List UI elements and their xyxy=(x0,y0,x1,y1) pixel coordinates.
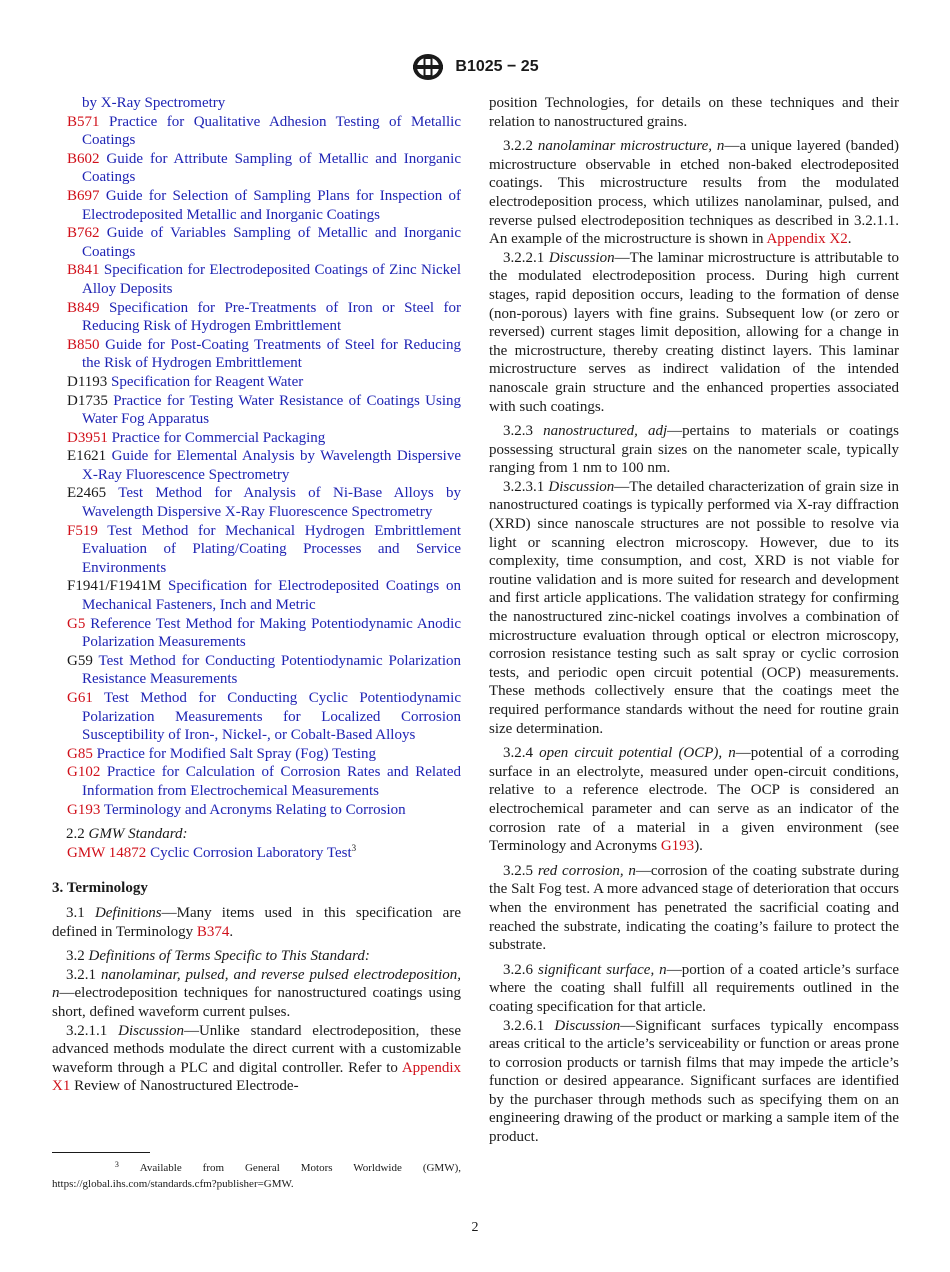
page-number: 2 xyxy=(471,1220,479,1235)
reference-item[interactable] xyxy=(52,652,461,689)
paragraph-3-2-5: 3.2.5 red corrosion, n—corrosion of the coating substrate during the Salt Fog test. A more advanced stage of deterioration that occurs when the environment has penetrated the sacrificial coating and reached the substrate, indicating the coating’s failure to protect the substrate. xyxy=(489,862,900,954)
xref-link[interactable]: B374 xyxy=(196,923,230,940)
reference-code[interactable]: GMW 14872 xyxy=(67,844,147,861)
xref-link[interactable]: G193 xyxy=(660,838,695,855)
paragraph-3-1: 3.1 Definitions—Many items used in this specification are defined in Terminology B374. xyxy=(52,904,461,940)
reference-title[interactable]: Guide for Elemental Analysis by Wavelength Dispersive X-Ray Fluorescence Spectrometry xyxy=(82,448,461,483)
left-column xyxy=(52,94,461,1096)
footnote xyxy=(52,1160,461,1192)
reference-title[interactable]: Guide for Attribute Sampling of Metallic and Inorganic Coatings xyxy=(82,150,461,186)
reference-title[interactable]: Test Method for Conducting Potentiodynamic Polarization Resistance Measurements xyxy=(82,652,461,688)
reference-item[interactable] xyxy=(52,392,461,429)
astm-logo-icon xyxy=(411,52,445,82)
reference-item[interactable] xyxy=(52,224,461,261)
paragraph-3-2-1: 3.2.1 nanolaminar, pulsed, and reverse pulsed electrodeposition, n—electrodeposition techniques for nanostructured coatings using short, defined waveform current pulses. xyxy=(52,966,461,1020)
xref-link[interactable]: Appendix X1 xyxy=(52,1059,461,1095)
paragraph-continued: position Technologies, for details on these techniques and their relation to nanostructured grains. xyxy=(489,95,899,130)
paragraph-3-2-6-1: 3.2.6.1 Discussion—Significant surfaces typically encompass areas critical to the article’s serviceability or function or areas prone to corrosion products or tarnish films that may impede the article’s function or desired appearance. Significant surfaces are identified by the purchaser through methods such as specifying them on an engineering drawing of the product or marking a sample item of the product. xyxy=(489,1017,900,1146)
reference-code[interactable]: B850 xyxy=(67,336,100,353)
footnote-marker: 3 xyxy=(351,842,357,853)
reference-title[interactable]: by X-Ray Spectrometry xyxy=(82,95,226,111)
paragraph-3-2-1-1: 3.2.1.1 Discussion—Unlike standard electrodeposition, these advanced methods modulate the direct current with a customizable waveform through a PLC and digital controller. Refer to Appendix X1 Review of Nanostructured Electrode- xyxy=(52,1022,462,1095)
paragraph-3-2-4: 3.2.4 open circuit potential (OCP), n—potential of a corroding surface in an electrolyte, measured under open-circuit conditions, relative to a reference electrode. The OCP is considered an electrochemical parameter and can serve as an indicator of the corrosion rate of a material in a given environment (see Terminology and Acronyms G193). xyxy=(489,745,899,855)
reference-title[interactable]: Practice for Testing Water Resistance of Coatings Using Water Fog Apparatus xyxy=(82,392,461,428)
reference-item[interactable] xyxy=(52,336,461,373)
paragraph-3-2-6: 3.2.6 significant surface, n—portion of a coated article’s surface where the coating shall fulfill all requirements outlined in the coating specification for that article. xyxy=(489,961,899,1015)
reference-code[interactable]: B849 xyxy=(67,299,100,316)
reference-item[interactable] xyxy=(52,373,461,392)
reference-item[interactable] xyxy=(52,113,461,150)
reference-title[interactable]: Test Method for Mechanical Hydrogen Embrittlement Evaluation of Plating/Coating Processes and Service Environments xyxy=(82,522,461,576)
paragraph-3-2-2-1: 3.2.2.1 Discussion—The laminar microstructure is attributable to the modulated electrodeposition process. During high current stages, rapid deposition occurs, leading to the formation of dense (non-porous) layers with fine grains. Subsequent low (or zero or reversed) current stages limit deposition, allowing for a change in the microstructure, thereby creating distinct layers. This laminar microstructure serves as indirect validation of the intended nanoscale grain structure and the enhanced properties associated with such coatings. xyxy=(489,249,900,415)
reference-title[interactable]: Specification for Pre-Treatments of Iron or Steel for Reducing Risk of Hydrogen Embrittlement xyxy=(82,299,461,335)
reference-item[interactable] xyxy=(52,615,461,652)
reference-code[interactable]: E1621 xyxy=(67,448,107,465)
standard-designation: B1025 − 25 xyxy=(455,58,539,75)
reference-item[interactable] xyxy=(52,763,461,800)
reference-item[interactable] xyxy=(52,429,461,448)
paragraph-3-2: 3.2 Definitions of Terms Specific to This Standard: xyxy=(66,948,370,965)
reference-item[interactable] xyxy=(52,447,461,484)
reference-item[interactable] xyxy=(52,150,461,187)
reference-item[interactable] xyxy=(52,187,461,224)
reference-code[interactable]: B762 xyxy=(67,225,100,242)
reference-item[interactable] xyxy=(52,745,461,764)
reference-title[interactable]: Terminology and Acronyms Relating to Corrosion xyxy=(103,801,406,818)
reference-title[interactable]: Test Method for Conducting Cyclic Potentiodynamic Polarization Measurements for Localized Corrosion Susceptibility of Iron-, Nickel-, or Cobalt-Based Alloys xyxy=(82,690,461,744)
footnote-divider xyxy=(52,1152,150,1153)
reference-title[interactable]: Cyclic Corrosion Laboratory Test xyxy=(150,844,352,861)
reference-code[interactable]: F519 xyxy=(67,522,98,539)
reference-title[interactable]: Practice for Calculation of Corrosion Rates and Related Information from Electrochemical Measurements xyxy=(82,764,462,799)
paragraph-3-2-2: 3.2.2 nanolaminar microstructure, n—a unique layered (banded) microstructure observable in etched non-baked electrodeposited coatings. This microstructure results from the modulated electrodeposition process, which utilizes nanolaminar, pulsed, and reverse pulsed electrodeposition techniques as described in 3.2.1.1. An example of the microstructure is shown in Appendix X2. xyxy=(489,138,899,248)
page-header xyxy=(0,52,950,82)
reference-title[interactable]: Guide for Post-Coating Treatments of Steel for Reducing the Risk of Hydrogen Embrittlement xyxy=(82,336,461,372)
reference-code[interactable]: D1193 xyxy=(67,373,108,390)
gmw-standard-heading: 2.2 GMW Standard: xyxy=(66,826,188,843)
paragraph-3-2-3: 3.2.3 nanostructured, adj—pertains to materials or coatings possessing structural grain sizes on the nanometer scale, typically ranging from 1 nm to 100 nm. xyxy=(489,423,900,477)
reference-code[interactable]: D3951 xyxy=(67,429,108,446)
right-column xyxy=(489,94,899,1147)
reference-item[interactable] xyxy=(52,801,461,820)
referenced-documents-list xyxy=(52,94,461,819)
reference-code[interactable]: B697 xyxy=(67,187,100,204)
reference-code[interactable]: B602 xyxy=(67,150,100,167)
reference-title[interactable]: Reference Test Method for Making Potentiodynamic Anodic Polarization Measurements xyxy=(82,615,461,651)
reference-code[interactable]: G61 xyxy=(67,690,93,706)
reference-item[interactable] xyxy=(52,484,461,521)
reference-item[interactable] xyxy=(52,261,461,298)
reference-item[interactable] xyxy=(52,689,461,745)
footnote-number: 3 xyxy=(114,1160,119,1169)
paragraph-3-2-3-1: 3.2.3.1 Discussion—The detailed characterization of grain size in nanostructured coatings is typically performed via X-ray diffraction (XRD) since nanoscale structures are not possible to resolve via light or scanning electron microscopy. However, due to its complexity, time consumption, and cost, XRD is not viable for routine validation and is more suited for research and development and first article applications. The validation strategy for confirming the nanostructured zinc-nickel coatings involves a combination of microstructure evaluation through optical or electron microscopy, corrosion resistance testing such as salt spray or cyclic corrosion tests, and periodic open circuit potential (OCP) measurements. These methods collectively ensure that the coatings meet the required performance standards without the need for routine grain size determination. xyxy=(489,478,899,737)
reference-title[interactable]: Specification for Electrodeposited Coatings on Mechanical Fasteners, Inch and Metric xyxy=(82,578,461,614)
reference-title[interactable]: Practice for Qualitative Adhesion Testing of Metallic Coatings xyxy=(82,113,461,149)
reference-title[interactable]: Specification for Electrodeposited Coatings of Zinc Nickel Alloy Deposits xyxy=(82,262,462,297)
reference-code[interactable]: F1941/F1941M xyxy=(67,578,162,595)
reference-code[interactable]: G85 xyxy=(67,745,93,762)
reference-code[interactable]: G193 xyxy=(67,801,101,818)
reference-item[interactable] xyxy=(52,577,461,614)
footnote-text: Available from General Motors Worldwide (GMW), https://global.ihs.com/standards.cfm?publisher=GMW. xyxy=(52,1162,461,1190)
section-heading: 3. Terminology xyxy=(52,880,148,897)
reference-title[interactable]: Practice for Modified Salt Spray (Fog) Testing xyxy=(96,745,377,762)
reference-code[interactable]: G5 xyxy=(67,615,86,632)
reference-item[interactable] xyxy=(52,94,461,113)
reference-item[interactable] xyxy=(52,299,461,336)
reference-code[interactable]: E2465 xyxy=(67,485,107,502)
reference-code[interactable]: G59 xyxy=(67,652,93,669)
reference-title[interactable]: Test Method for Analysis of Ni-Base Alloys by Wavelength Dispersive X-Ray Fluorescence Spectrometry xyxy=(82,485,461,521)
reference-code[interactable]: B841 xyxy=(67,262,100,279)
reference-title[interactable]: Practice for Commercial Packaging xyxy=(111,429,326,446)
reference-item[interactable] xyxy=(52,522,461,578)
reference-title[interactable]: Guide of Variables Sampling of Metallic and Inorganic Coatings xyxy=(82,225,462,260)
gmw-reference[interactable] xyxy=(52,844,461,863)
reference-code[interactable]: B571 xyxy=(67,113,100,130)
reference-code[interactable]: D1735 xyxy=(67,392,108,409)
reference-code[interactable]: G102 xyxy=(67,764,101,781)
reference-title[interactable]: Specification for Reagent Water xyxy=(111,373,304,390)
reference-title[interactable]: Guide for Selection of Sampling Plans for Inspection of Electrodeposited Metallic and Inorganic Coatings xyxy=(82,187,462,223)
xref-link[interactable]: Appendix X2 xyxy=(766,231,848,248)
